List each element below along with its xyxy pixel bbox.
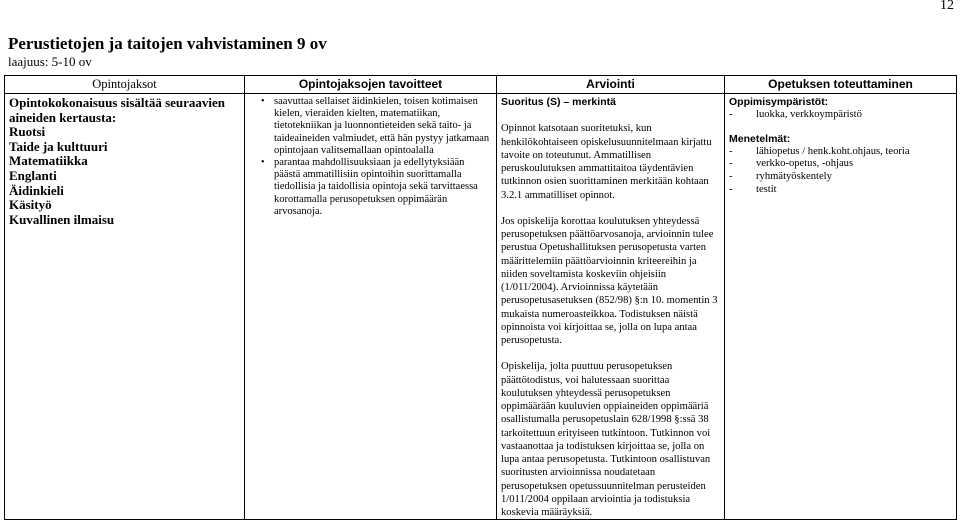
goal-item: • parantaa mahdollisuuksiaan ja edellytyksiään päästä ammatillisiin opintoihin suorittamalla tiedollisia ja taidollisia opintoja sekä tarvittaessa korottamalla perusopetuksen oppimäärän arvosanoja. [274,157,492,218]
course-line: Matematiikka [9,153,88,169]
table-header-row [5,76,957,94]
list-item: - luokka, verkkoympäristö [729,108,862,120]
header-opintojaksot: Opintojaksot [5,76,245,94]
course-line: Englanti [9,167,57,183]
assessment-paragraph: Opinnot katsotaan suoritetuksi, kun henkilökohtaiseen opiskelusuunnitelmaan kirjattu tavoite on toteutunut. Ammatillisen peruskoulutuksen ammattitaitoa täydentävien tutkinnon osien suorittaminen merkitään kohtaan 3.2.1 ammatilliset opinnot. [501,123,712,201]
course-line: Opintokokonaisuus sisältää seuraavien [9,95,226,110]
learning-environments-label: Oppimisympäristöt: [729,96,829,108]
opintojaksot-cell [5,94,245,520]
header-arviointi: Arviointi [497,76,725,94]
tavoitteet-cell [245,94,497,520]
page-subtitle: laajuus: 5-10 ov [8,54,92,69]
course-line: Taide ja kulttuuri [9,138,108,154]
assessment-paragraph: Jos opiskelija korottaa koulutuksen yhteydessä perusopetuksen päättöarvosanoja, arvioinnin tulee perustua Opetushallituksen perusopetusta varten määrittelemiin päättöarvioinnin kriteereihin ja niiden soveltamista koskeviin ohjeisiin (1/011/2004). Arvioinnissa käytetään perusopetusasetuksen (852/98) §:n 10. momentin 3 mukaista numeroasteikkoa. Todistuksen näistä opinnoista voi kirjoittaa se, jolla on lupa antaa perusopetusta. [501,215,718,346]
header-tavoitteet: Opintojaksojen tavoitteet [245,76,497,94]
course-line: aineiden kertausta: [9,109,117,125]
assessment-heading: Suoritus (S) – merkintä [501,96,616,108]
arviointi-cell [497,94,725,520]
curriculum-table [4,75,957,520]
methods-label: Menetelmät: [729,133,791,146]
toteuttaminen-cell [725,94,957,520]
page-title: Perustietojen ja taitojen vahvistaminen 9 ov [8,34,327,53]
goals-list [261,96,492,218]
table-row [5,94,957,520]
page-number: 12 [940,0,954,13]
assessment-paragraph: Opiskelija, jolta puuttuu perusopetuksen päättötodistus, voi halutessaan suorittaa koulutuksen yhteydessä perusopetuksen oppimäärään kuuluvien oppiaineiden oppimääriä osallistumalla perusopetuslain 628/1998 §:ssä 38 tarkoitettuun erityiseen tutkintoon. Tutkinnon voi vastaanottaa ja todistuksen kirjoittaa se, jolla on lupa antaa perusopetusta. Tutkintoon osallistuvan suoritusten arvioinnissa noudatetaan perusopetuksen opetussuunnitelman perusteiden 1/011/2004 oppilaan arviointia ja todistuksia koskevia määräyksiä. [501,361,711,518]
course-line: Äidinkieli [9,182,64,198]
goal-item: • saavuttaa sellaiset äidinkielen, toisen kotimaisen kielen, vieraiden kielten, matematiikan, tietotekniikan ja luonnontieteiden sekä taito- ja taideaineiden valmiudet, että hän pystyy jatkamaan opintojaan valitsemallaan opintoalalla [274,96,492,157]
list-item: - lähiopetus / henk.koht.ohjaus, teoria [729,145,910,157]
course-line: Käsityö [9,197,52,213]
list-item: - testit [729,183,777,195]
list-item: - ryhmätyöskentely [729,170,832,182]
list-item: - verkko-opetus, -ohjaus [729,158,854,170]
course-line: Kuvallinen ilmaisu [9,211,115,227]
course-line: Ruotsi [9,124,46,140]
header-toteuttaminen: Opetuksen toteuttaminen [725,76,957,94]
